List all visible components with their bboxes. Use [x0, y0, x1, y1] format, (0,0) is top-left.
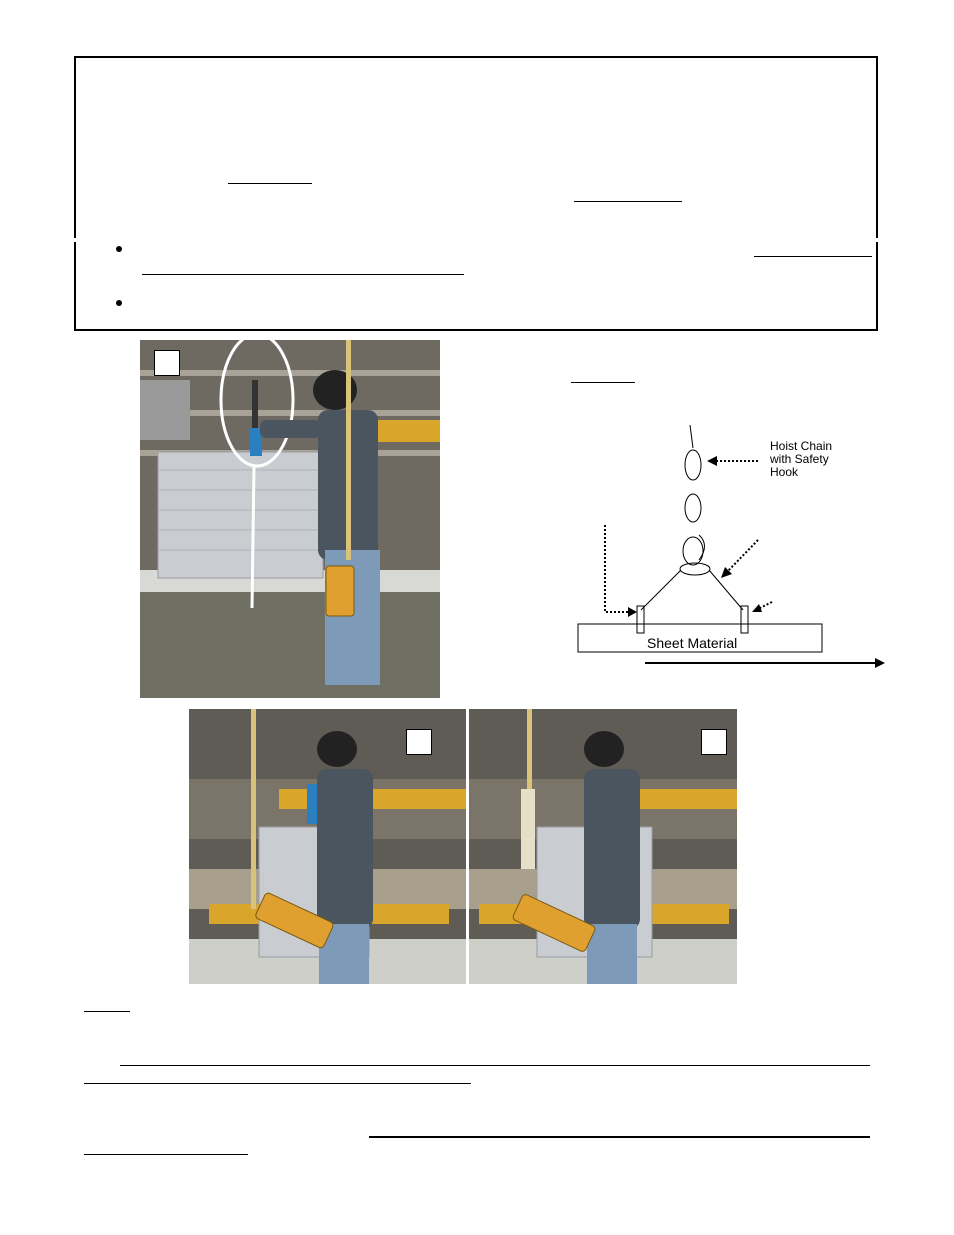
underline-mark — [574, 201, 682, 202]
photo-step-2 — [189, 709, 466, 984]
underline-mark — [369, 1136, 870, 1138]
box-divider-right — [875, 238, 878, 242]
step-number-box — [406, 729, 432, 755]
underline-mark — [142, 274, 464, 275]
hoist-label-line-2: with Safety — [770, 452, 829, 466]
underline-mark — [84, 1154, 248, 1155]
hoist-label-line-1: Hoist Chain — [770, 439, 833, 453]
step-number-box — [154, 350, 180, 376]
box-divider-left — [74, 238, 77, 242]
underline-mark — [754, 256, 872, 257]
sheet-material-label: Sheet Material — [647, 635, 738, 651]
step-number-box — [701, 729, 727, 755]
underline-mark — [84, 1083, 471, 1084]
sling-diagram — [575, 420, 895, 680]
hoist-label-line-3: Hook — [770, 465, 799, 479]
instruction-box — [74, 56, 878, 331]
underline-mark — [120, 1065, 870, 1066]
bullet-point — [116, 246, 122, 252]
underline-mark — [571, 382, 635, 383]
dotted-arrow-icon — [605, 525, 631, 612]
bullet-point — [116, 300, 122, 306]
photo-step-1 — [140, 340, 440, 698]
dotted-arrow-icon — [727, 540, 758, 572]
underline-mark — [228, 183, 312, 184]
photo-step-3 — [469, 709, 737, 984]
underline-mark — [84, 1011, 130, 1012]
